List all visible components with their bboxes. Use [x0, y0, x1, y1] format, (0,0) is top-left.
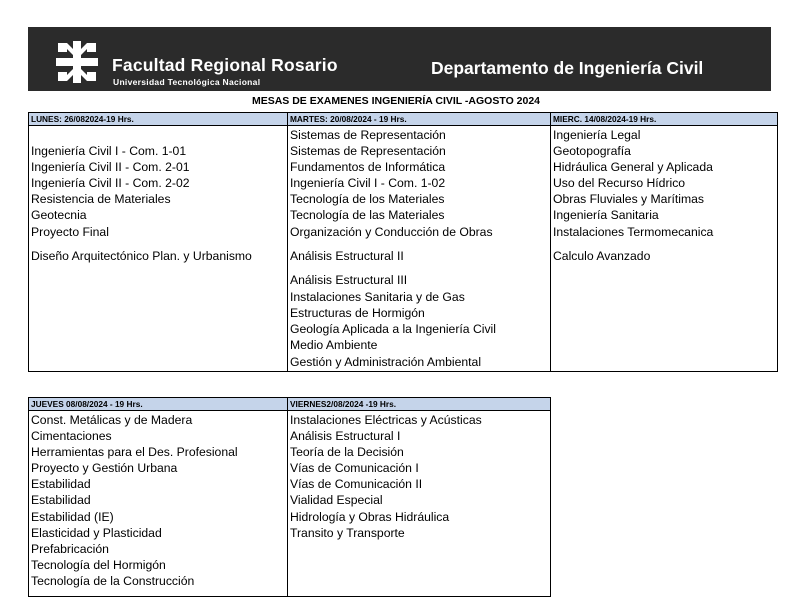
- subject-item: Ingeniería Legal: [553, 128, 641, 142]
- page-title: MESAS DE EXAMENES INGENIERÍA CIVIL -AGOSTO 2024: [251, 95, 541, 107]
- column-header: VIERNES2/08/2024 -19 Hrs.: [288, 398, 550, 411]
- subject-item: Instalaciones Sanitaria y de Gas: [290, 290, 465, 304]
- department-title: Departamento de Ingeniería Civil: [431, 58, 704, 78]
- subject-item: Tecnología de la Construcción: [31, 574, 195, 588]
- subject-item: Análisis Estructural I: [290, 429, 401, 443]
- column-jueves: [28, 397, 288, 597]
- subject-item: Fundamentos de Informática: [290, 160, 446, 174]
- subject-item: Cimentaciones: [31, 429, 112, 443]
- column-lunes: [28, 112, 288, 372]
- header-banner: [28, 27, 771, 91]
- utn-logo-icon: [56, 41, 98, 83]
- subject-item: Ingeniería Civil I - Com. 1-02: [290, 176, 446, 190]
- subject-item: Instalaciones Termomecanica: [553, 225, 714, 239]
- subject-item: Análisis Estructural II: [290, 249, 404, 263]
- subject-item: Estructuras de Hormigón: [290, 306, 425, 320]
- subject-item: Obras Fluviales y Marítimas: [553, 192, 705, 206]
- column-martes: [287, 112, 551, 372]
- subject-item: Sistemas de Representación: [290, 144, 446, 158]
- subject-item: Vías de Comunicación I: [290, 461, 419, 475]
- subject-item: Análisis Estructural III: [290, 273, 408, 287]
- subject-item: Hidráulica General y Aplicada: [553, 160, 713, 174]
- subject-item: Geología Aplicada a la Ingeniería Civil: [290, 322, 496, 336]
- subject-item: Tecnología de los Materiales: [290, 192, 445, 206]
- column-viernes: [287, 397, 551, 597]
- subject-item: Uso del Recurso Hídrico: [553, 176, 686, 190]
- subject-item: Estabilidad (IE): [31, 510, 114, 524]
- subject-item: Vialidad Especial: [290, 493, 383, 507]
- subject-item: Proyecto y Gestión Urbana: [31, 461, 178, 475]
- subject-item: Ingeniería Sanitaria: [553, 208, 659, 222]
- subject-item: Geotopografía: [553, 144, 631, 158]
- subject-item: Transito y Transporte: [290, 526, 405, 540]
- subject-item: Const. Metálicas y de Madera: [31, 413, 193, 427]
- subject-item: Diseño Arquitectónico Plan. y Urbanismo: [31, 249, 252, 263]
- column-header: LUNES: 26/082024-19 Hrs.: [29, 113, 287, 126]
- column-header: MARTES: 20/08/2024 - 19 Hrs.: [288, 113, 550, 126]
- subject-item: Estabilidad: [31, 493, 91, 507]
- subject-item: Estabilidad: [31, 477, 91, 491]
- column-header: MIERC. 14/08/2024-19 Hrs.: [551, 113, 777, 126]
- faculty-subtitle: Universidad Tecnológica Nacional: [113, 77, 261, 87]
- column-miercoles: [550, 112, 778, 372]
- subject-item: Tecnología del Hormigón: [31, 558, 166, 572]
- subject-item: Herramientas para el Des. Profesional: [31, 445, 238, 459]
- subject-item: Elasticidad y Plasticidad: [31, 526, 162, 540]
- column-header: JUEVES 08/08/2024 - 19 Hrs.: [29, 398, 287, 411]
- subject-item: Resistencia de Materiales: [31, 192, 171, 206]
- subject-item: Medio Ambiente: [290, 338, 378, 352]
- subject-item: Ingeniería Civil II - Com. 2-02: [31, 176, 190, 190]
- subject-item: Instalaciones Eléctricas y Acústicas: [290, 413, 482, 427]
- subject-item: Organización y Conducción de Obras: [290, 225, 493, 239]
- subject-item: Tecnología de las Materiales: [290, 208, 445, 222]
- subject-item: Prefabricación: [31, 542, 109, 556]
- subject-item: Ingeniería Civil I - Com. 1-01: [31, 144, 187, 158]
- subject-item: Geotecnia: [31, 208, 87, 222]
- subject-item: Vías de Comunicación II: [290, 477, 423, 491]
- subject-item: Hidrología y Obras Hidráulica: [290, 510, 450, 524]
- subject-item: Proyecto Final: [31, 225, 109, 239]
- subject-item: Teoría de la Decisión: [290, 445, 404, 459]
- subject-item: Calculo Avanzado: [553, 249, 651, 263]
- subject-item: Sistemas de Representación: [290, 128, 446, 142]
- subject-item: Ingeniería Civil II - Com. 2-01: [31, 160, 190, 174]
- subject-item: Gestión y Administración Ambiental: [290, 355, 482, 369]
- faculty-title: Facultad Regional Rosario: [112, 55, 338, 75]
